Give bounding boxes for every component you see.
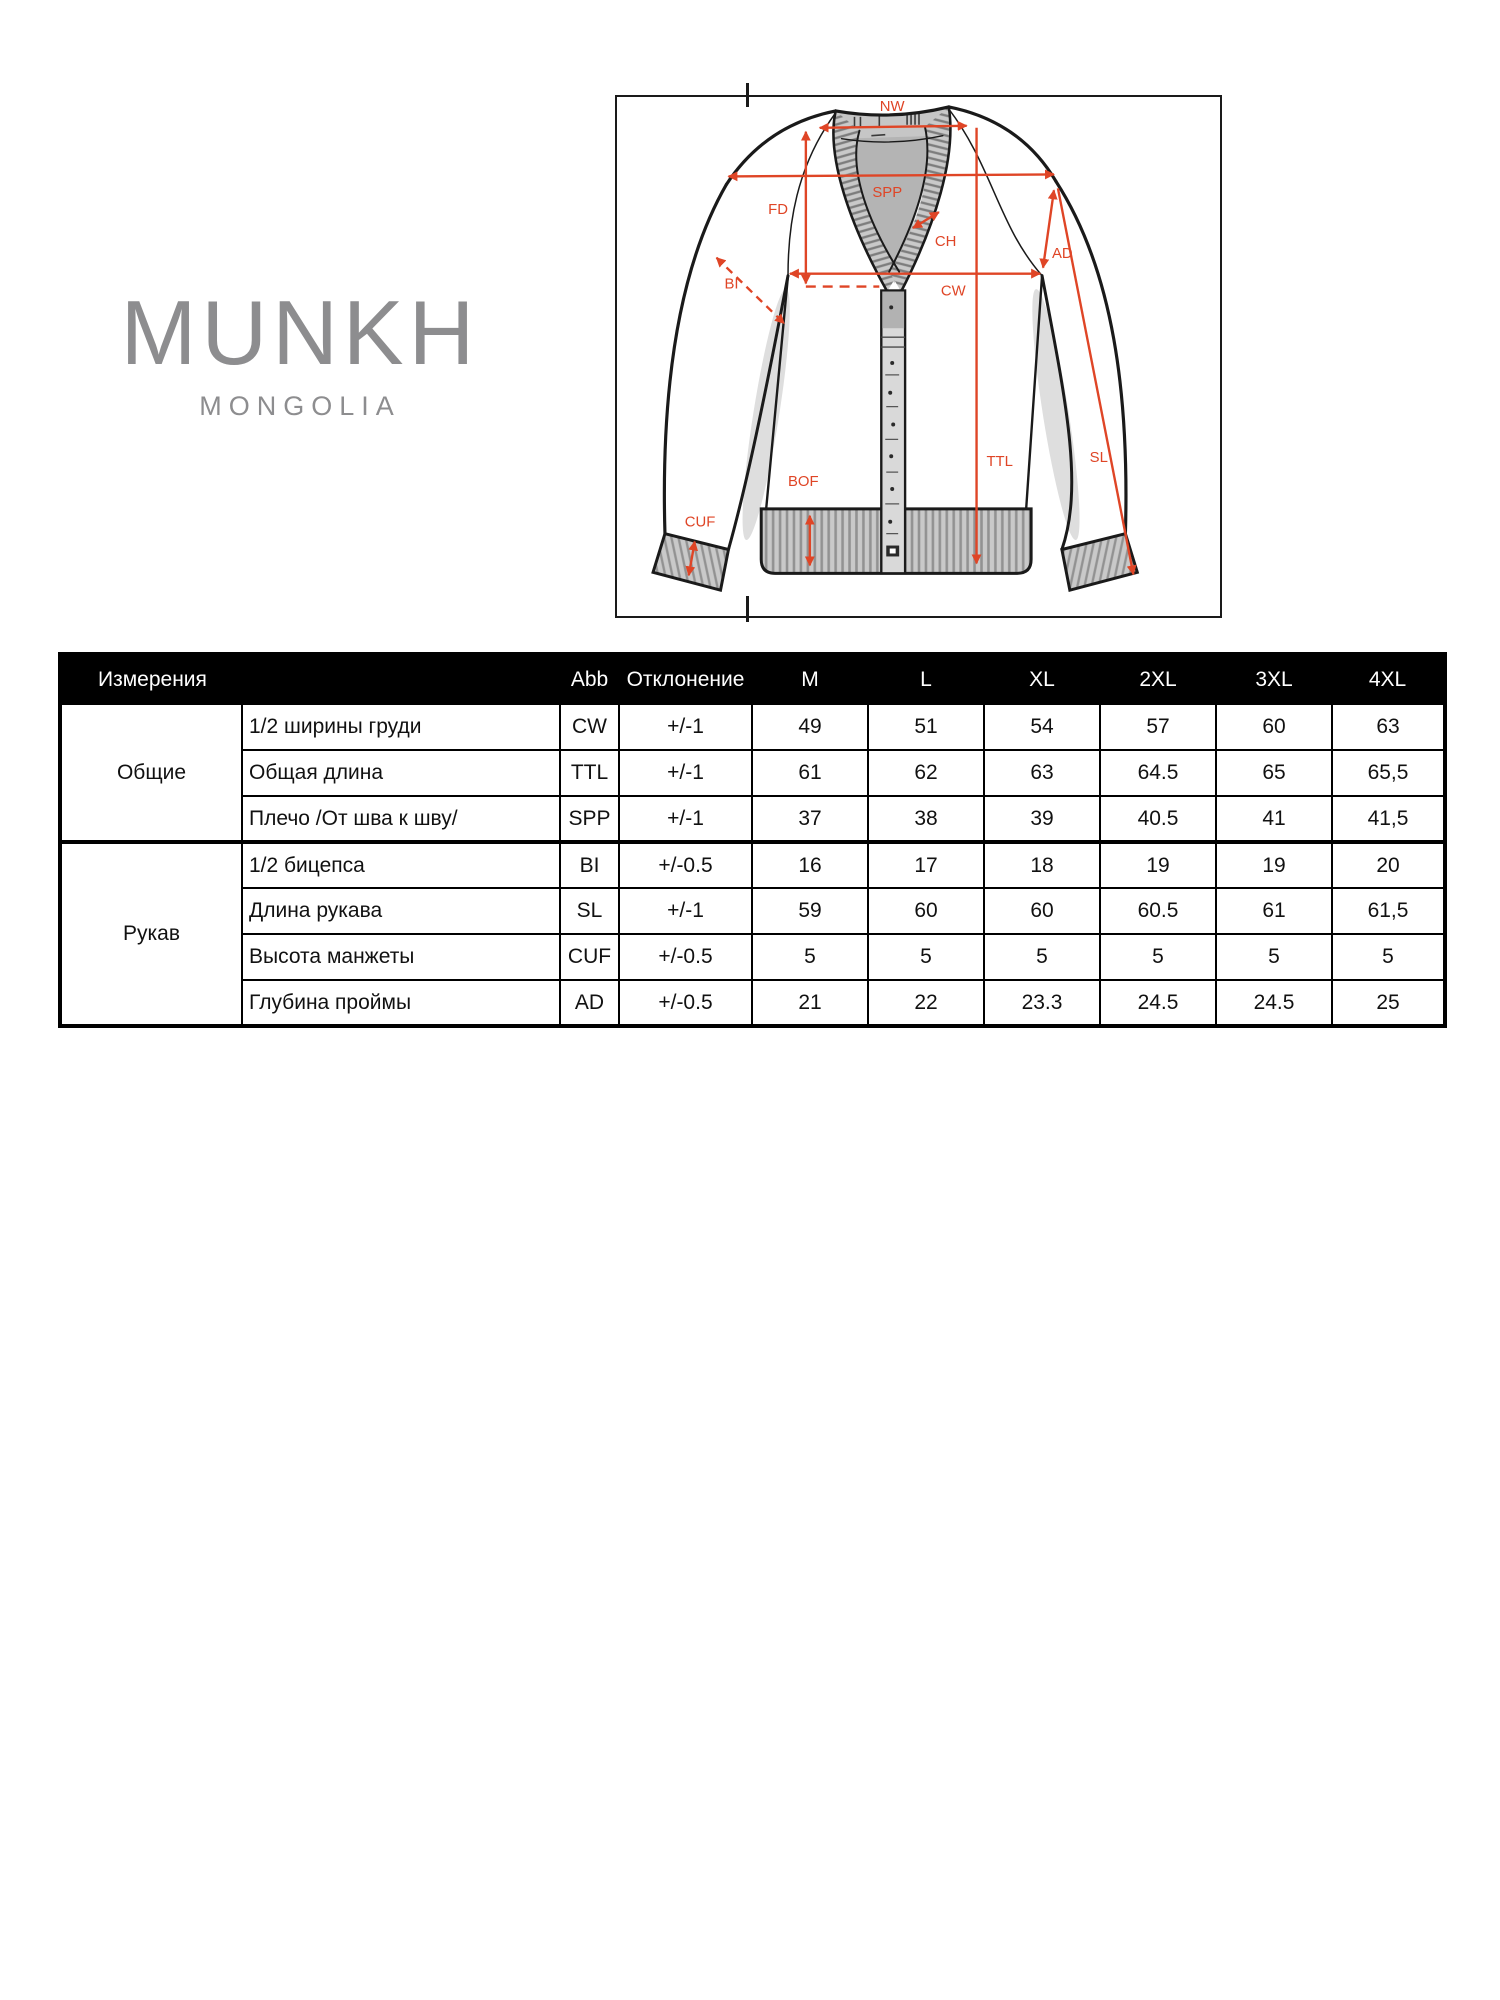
label-sl: SL [1089, 450, 1108, 467]
value-cell: 5 [1216, 934, 1332, 980]
group-cell: Рукав [60, 842, 242, 1026]
value-cell: 24.5 [1216, 980, 1332, 1026]
deviation-cell: +/-0.5 [619, 980, 752, 1026]
abb-cell: SL [560, 888, 619, 934]
value-cell: 63 [984, 750, 1100, 796]
value-cell: 41 [1216, 796, 1332, 842]
value-cell: 5 [752, 934, 868, 980]
label-cuf: CUF [684, 514, 716, 531]
diagram-bottom-tick [746, 596, 749, 622]
value-cell: 65,5 [1332, 750, 1445, 796]
value-cell: 39 [984, 796, 1100, 842]
value-cell: 61 [1216, 888, 1332, 934]
abb-cell: BI [560, 842, 619, 888]
deviation-cell: +/-1 [619, 750, 752, 796]
abb-cell: CW [560, 704, 619, 750]
value-cell: 64.5 [1100, 750, 1216, 796]
value-cell: 5 [1332, 934, 1445, 980]
header-abb: Abb [560, 654, 619, 704]
brand-subtitle: MONGOLIA [199, 391, 401, 421]
value-cell: 38 [868, 796, 984, 842]
deviation-cell: +/-1 [619, 796, 752, 842]
value-cell: 20 [1332, 842, 1445, 888]
abb-cell: CUF [560, 934, 619, 980]
measure-name-cell: Глубина проймы [242, 980, 560, 1026]
measure-name-cell: 1/2 бицепса [242, 842, 560, 888]
cardigan-illustration [617, 97, 1220, 616]
header-size-xl: XL [984, 654, 1100, 704]
label-cw: CW [940, 283, 966, 300]
label-bof: BOF [788, 474, 819, 491]
value-cell: 51 [868, 704, 984, 750]
label-bi: BI [724, 276, 739, 293]
value-cell: 18 [984, 842, 1100, 888]
value-cell: 65 [1216, 750, 1332, 796]
measure-name-cell: Высота манжеты [242, 934, 560, 980]
deviation-cell: +/-1 [619, 704, 752, 750]
header-size-2xl: 2XL [1100, 654, 1216, 704]
label-ad: AD [1051, 245, 1073, 262]
abb-cell: AD [560, 980, 619, 1026]
garment-diagram [615, 95, 1222, 618]
value-cell: 49 [752, 704, 868, 750]
value-cell: 37 [752, 796, 868, 842]
measure-name-cell: Общая длина [242, 750, 560, 796]
deviation-cell: +/-1 [619, 888, 752, 934]
label-ch: CH [934, 233, 957, 250]
value-cell: 57 [1100, 704, 1216, 750]
value-cell: 60 [984, 888, 1100, 934]
deviation-cell: +/-0.5 [619, 934, 752, 980]
value-cell: 23.3 [984, 980, 1100, 1026]
value-cell: 24.5 [1100, 980, 1216, 1026]
value-cell: 25 [1332, 980, 1445, 1026]
size-table-body [60, 704, 1445, 1026]
value-cell: 60 [868, 888, 984, 934]
abb-cell: TTL [560, 750, 619, 796]
value-cell: 63 [1332, 704, 1445, 750]
label-fd: FD [768, 202, 789, 219]
value-cell: 59 [752, 888, 868, 934]
value-cell: 19 [1216, 842, 1332, 888]
table-row [60, 888, 1445, 934]
header-measurements: Измерения [60, 654, 560, 704]
table-row [60, 934, 1445, 980]
table-row [60, 704, 1445, 750]
value-cell: 22 [868, 980, 984, 1026]
value-cell: 21 [752, 980, 868, 1026]
size-table [58, 652, 1447, 1028]
header-size-l: L [868, 654, 984, 704]
label-nw: NW [879, 98, 905, 115]
table-row [60, 750, 1445, 796]
measure-name-cell: Плечо /От шва к шву/ [242, 796, 560, 842]
button-placket [881, 291, 905, 574]
deviation-cell: +/-0.5 [619, 842, 752, 888]
brand-logo [116, 283, 484, 422]
measure-name-cell: 1/2 ширины груди [242, 704, 560, 750]
value-cell: 61,5 [1332, 888, 1445, 934]
value-cell: 60.5 [1100, 888, 1216, 934]
value-cell: 40.5 [1100, 796, 1216, 842]
table-row [60, 842, 1445, 888]
table-header-row [60, 654, 1445, 704]
value-cell: 61 [752, 750, 868, 796]
header-deviation: Отклонение [619, 654, 752, 704]
label-ttl: TTL [986, 454, 1013, 471]
value-cell: 5 [868, 934, 984, 980]
table-row [60, 796, 1445, 842]
value-cell: 54 [984, 704, 1100, 750]
table-row [60, 980, 1445, 1026]
diagram-top-tick [746, 83, 749, 107]
header-size-4xl: 4XL [1332, 654, 1445, 704]
label-spp: SPP [872, 185, 903, 202]
measure-name-cell: Длина рукава [242, 888, 560, 934]
brand-name: MUNKH [120, 283, 480, 384]
value-cell: 62 [868, 750, 984, 796]
value-cell: 5 [1100, 934, 1216, 980]
value-cell: 5 [984, 934, 1100, 980]
group-cell: Общие [60, 704, 242, 842]
value-cell: 17 [868, 842, 984, 888]
value-cell: 19 [1100, 842, 1216, 888]
header-size-3xl: 3XL [1216, 654, 1332, 704]
value-cell: 60 [1216, 704, 1332, 750]
value-cell: 41,5 [1332, 796, 1445, 842]
value-cell: 16 [752, 842, 868, 888]
header-size-m: M [752, 654, 868, 704]
abb-cell: SPP [560, 796, 619, 842]
